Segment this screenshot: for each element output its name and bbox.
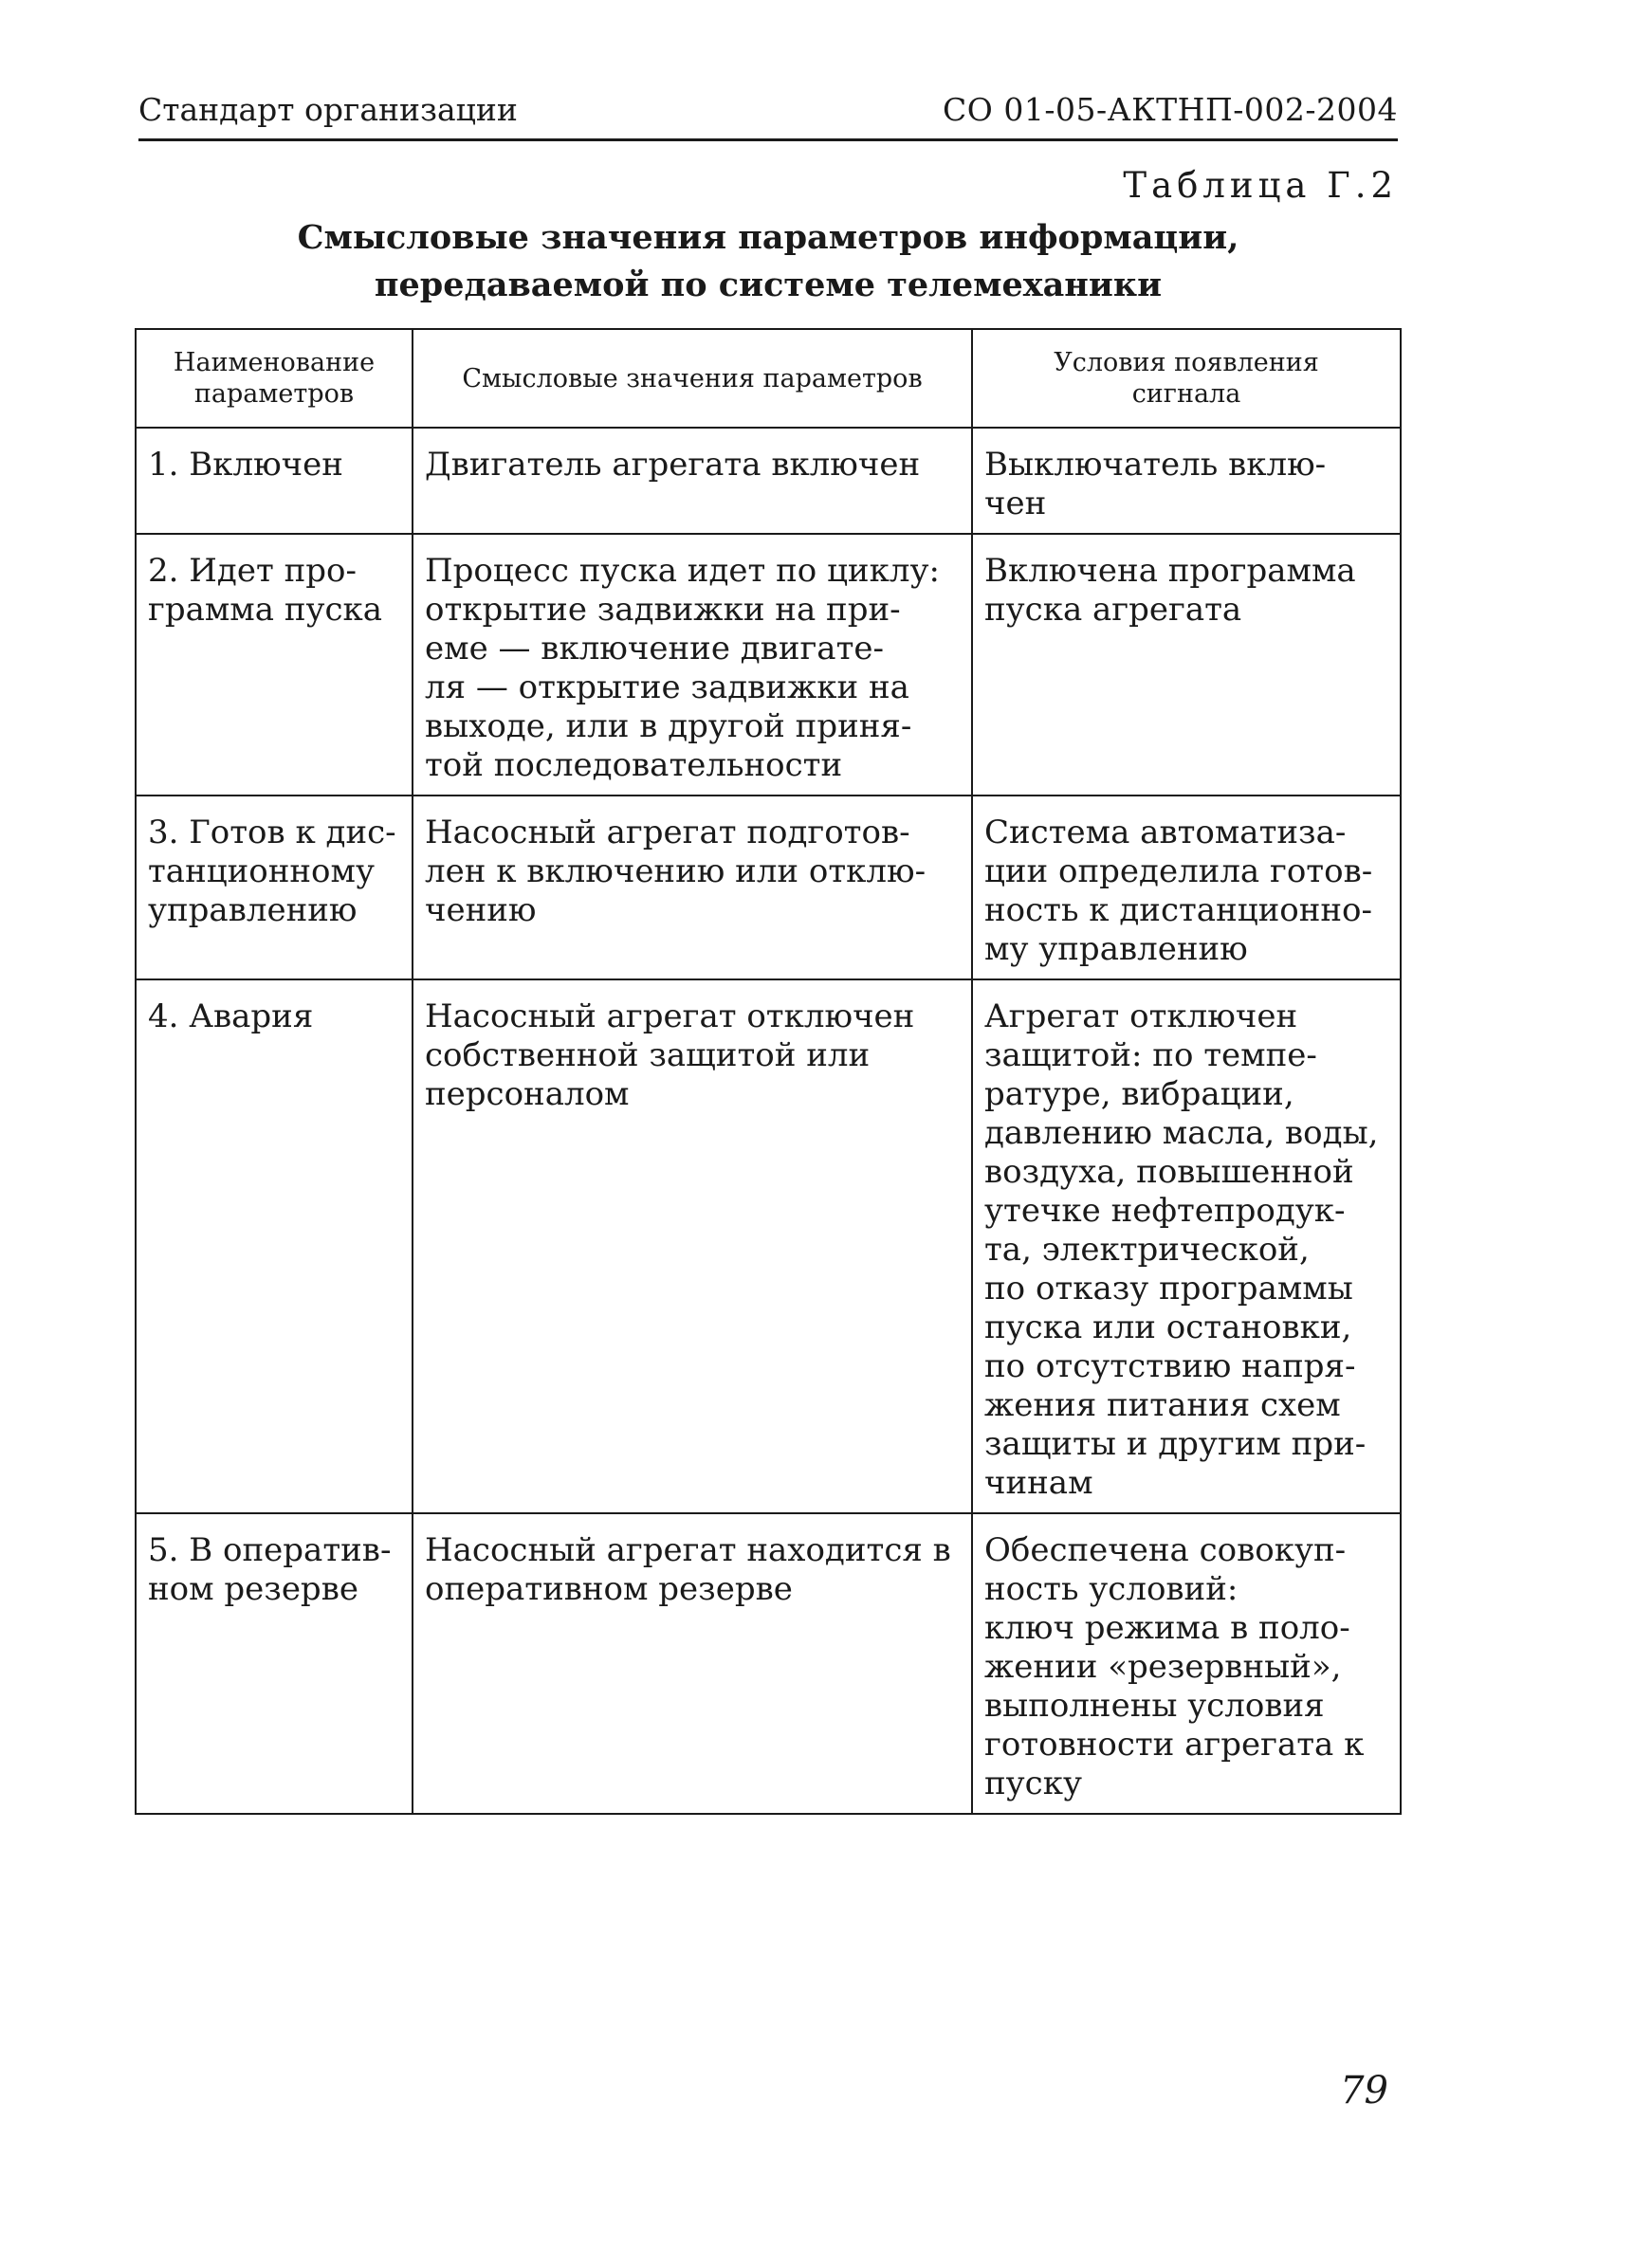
cell-text-line: воздуха, повышенной bbox=[984, 1153, 1354, 1191]
parameters-table bbox=[135, 328, 1402, 1815]
cell-text-line: грамма пуска bbox=[148, 591, 383, 629]
condition-cell bbox=[972, 1513, 1401, 1814]
cell-text-line: Обеспечена совокуп- bbox=[984, 1531, 1347, 1569]
parameter-name-cell bbox=[136, 428, 413, 534]
cell-text-line: еме — включение двигате- bbox=[425, 630, 884, 668]
cell-text-line: лен к включению или отклю- bbox=[425, 852, 927, 890]
cell-text-line: защитой: по темпе- bbox=[984, 1036, 1317, 1074]
cell-text-line: ном резерве bbox=[148, 1570, 358, 1608]
cell-text-line: чению bbox=[425, 891, 537, 929]
table-label: Таблица Г.2 bbox=[1123, 165, 1398, 206]
column-header-meaning bbox=[413, 329, 972, 428]
header-line: Условия появления bbox=[1054, 348, 1319, 377]
running-header-right: СО 01-05-АКТНП-002-2004 bbox=[943, 91, 1398, 128]
parameter-name-cell bbox=[136, 796, 413, 979]
cell-text-line: 2. Идет про- bbox=[148, 552, 357, 590]
cell-text-line: Агрегат отключен bbox=[984, 997, 1298, 1035]
meaning-cell bbox=[413, 979, 972, 1513]
table-row bbox=[136, 1513, 1401, 1814]
cell-text-line: выполнены условия bbox=[984, 1687, 1325, 1725]
table-row bbox=[136, 796, 1401, 979]
cell-text-line: Двигатель агрегата включен bbox=[425, 446, 921, 484]
header-line: Наименование bbox=[173, 348, 376, 377]
cell-text-line: выходе, или в другой приня- bbox=[425, 707, 912, 745]
header-line: Смысловые значения параметров bbox=[462, 363, 923, 393]
cell-text-line: по отказу программы bbox=[984, 1270, 1353, 1308]
table-title-line: передаваемой по системе телемеханики bbox=[374, 265, 1163, 304]
cell-text-line: чен bbox=[984, 485, 1047, 522]
cell-text-line: той последовательности bbox=[425, 746, 843, 784]
cell-text-line: Включена программа bbox=[984, 552, 1356, 590]
cell-text-line: ключ режима в поло- bbox=[984, 1609, 1350, 1647]
column-header-name bbox=[136, 329, 413, 428]
table-header-row bbox=[136, 329, 1401, 428]
cell-text-line: давлению масла, воды, bbox=[984, 1114, 1379, 1152]
condition-cell bbox=[972, 534, 1401, 796]
table-row bbox=[136, 428, 1401, 534]
condition-cell bbox=[972, 979, 1401, 1513]
cell-text-line: 1. Включен bbox=[148, 446, 343, 484]
cell-text-line: 5. В оператив- bbox=[148, 1531, 392, 1569]
cell-text-line: ность к дистанционно- bbox=[984, 891, 1373, 929]
condition-cell bbox=[972, 796, 1401, 979]
cell-text-line: му управлению bbox=[984, 930, 1248, 968]
cell-text-line: 4. Авария bbox=[148, 997, 314, 1035]
parameter-name-cell bbox=[136, 1513, 413, 1814]
meaning-cell bbox=[413, 796, 972, 979]
table-title bbox=[138, 214, 1398, 309]
cell-text-line: 3. Готов к дис- bbox=[148, 814, 396, 851]
column-header-condition bbox=[972, 329, 1401, 428]
cell-text-line: собственной защитой или bbox=[425, 1036, 871, 1074]
cell-text-line: ции определила готов- bbox=[984, 852, 1373, 890]
table-title-line: Смысловые значения параметров информации, bbox=[297, 218, 1239, 257]
cell-text-line: оперативном резерве bbox=[425, 1570, 793, 1608]
header-rule bbox=[138, 138, 1398, 141]
cell-text-line: по отсутствию напря- bbox=[984, 1347, 1356, 1385]
cell-text-line: та, электрической, bbox=[984, 1231, 1310, 1269]
cell-text-line: пуску bbox=[984, 1765, 1082, 1802]
header-line: параметров bbox=[193, 379, 355, 409]
cell-text-line: ратуре, вибрации, bbox=[984, 1075, 1294, 1113]
cell-text-line: жении «резервный», bbox=[984, 1648, 1342, 1686]
cell-text-line: танционному bbox=[148, 852, 375, 890]
cell-text-line: Выключатель вклю- bbox=[984, 446, 1327, 484]
page-number: 79 bbox=[1340, 2069, 1388, 2113]
cell-text-line: Насосный агрегат отключен bbox=[425, 997, 915, 1035]
cell-text-line: открытие задвижки на при- bbox=[425, 591, 901, 629]
cell-text-line: персоналом bbox=[425, 1075, 630, 1113]
header-line: сигнала bbox=[1131, 379, 1241, 409]
cell-text-line: управлению bbox=[148, 891, 358, 929]
cell-text-line: Насосный агрегат подготов- bbox=[425, 814, 910, 851]
meaning-cell bbox=[413, 1513, 972, 1814]
cell-text-line: пуска агрегата bbox=[984, 591, 1242, 629]
cell-text-line: ность условий: bbox=[984, 1570, 1239, 1608]
cell-text-line: утечке нефтепродук- bbox=[984, 1192, 1346, 1230]
meaning-cell bbox=[413, 534, 972, 796]
cell-text-line: ля — открытие задвижки на bbox=[425, 668, 909, 706]
condition-cell bbox=[972, 428, 1401, 534]
cell-text-line: защиты и другим при- bbox=[984, 1425, 1367, 1463]
table-row bbox=[136, 979, 1401, 1513]
parameter-name-cell bbox=[136, 979, 413, 1513]
cell-text-line: Процесс пуска идет по циклу: bbox=[425, 552, 940, 590]
running-header-left: Стандарт организации bbox=[138, 91, 518, 128]
cell-text-line: жения питания схем bbox=[984, 1386, 1341, 1424]
cell-text-line: пуска или остановки, bbox=[984, 1308, 1352, 1346]
cell-text-line: Насосный агрегат находится в bbox=[425, 1531, 951, 1569]
table-row bbox=[136, 534, 1401, 796]
cell-text-line: Система автоматиза- bbox=[984, 814, 1347, 851]
cell-text-line: чинам bbox=[984, 1464, 1093, 1502]
cell-text-line: готовности агрегата к bbox=[984, 1726, 1365, 1764]
meaning-cell bbox=[413, 428, 972, 534]
parameter-name-cell bbox=[136, 534, 413, 796]
table-body bbox=[136, 428, 1401, 1814]
